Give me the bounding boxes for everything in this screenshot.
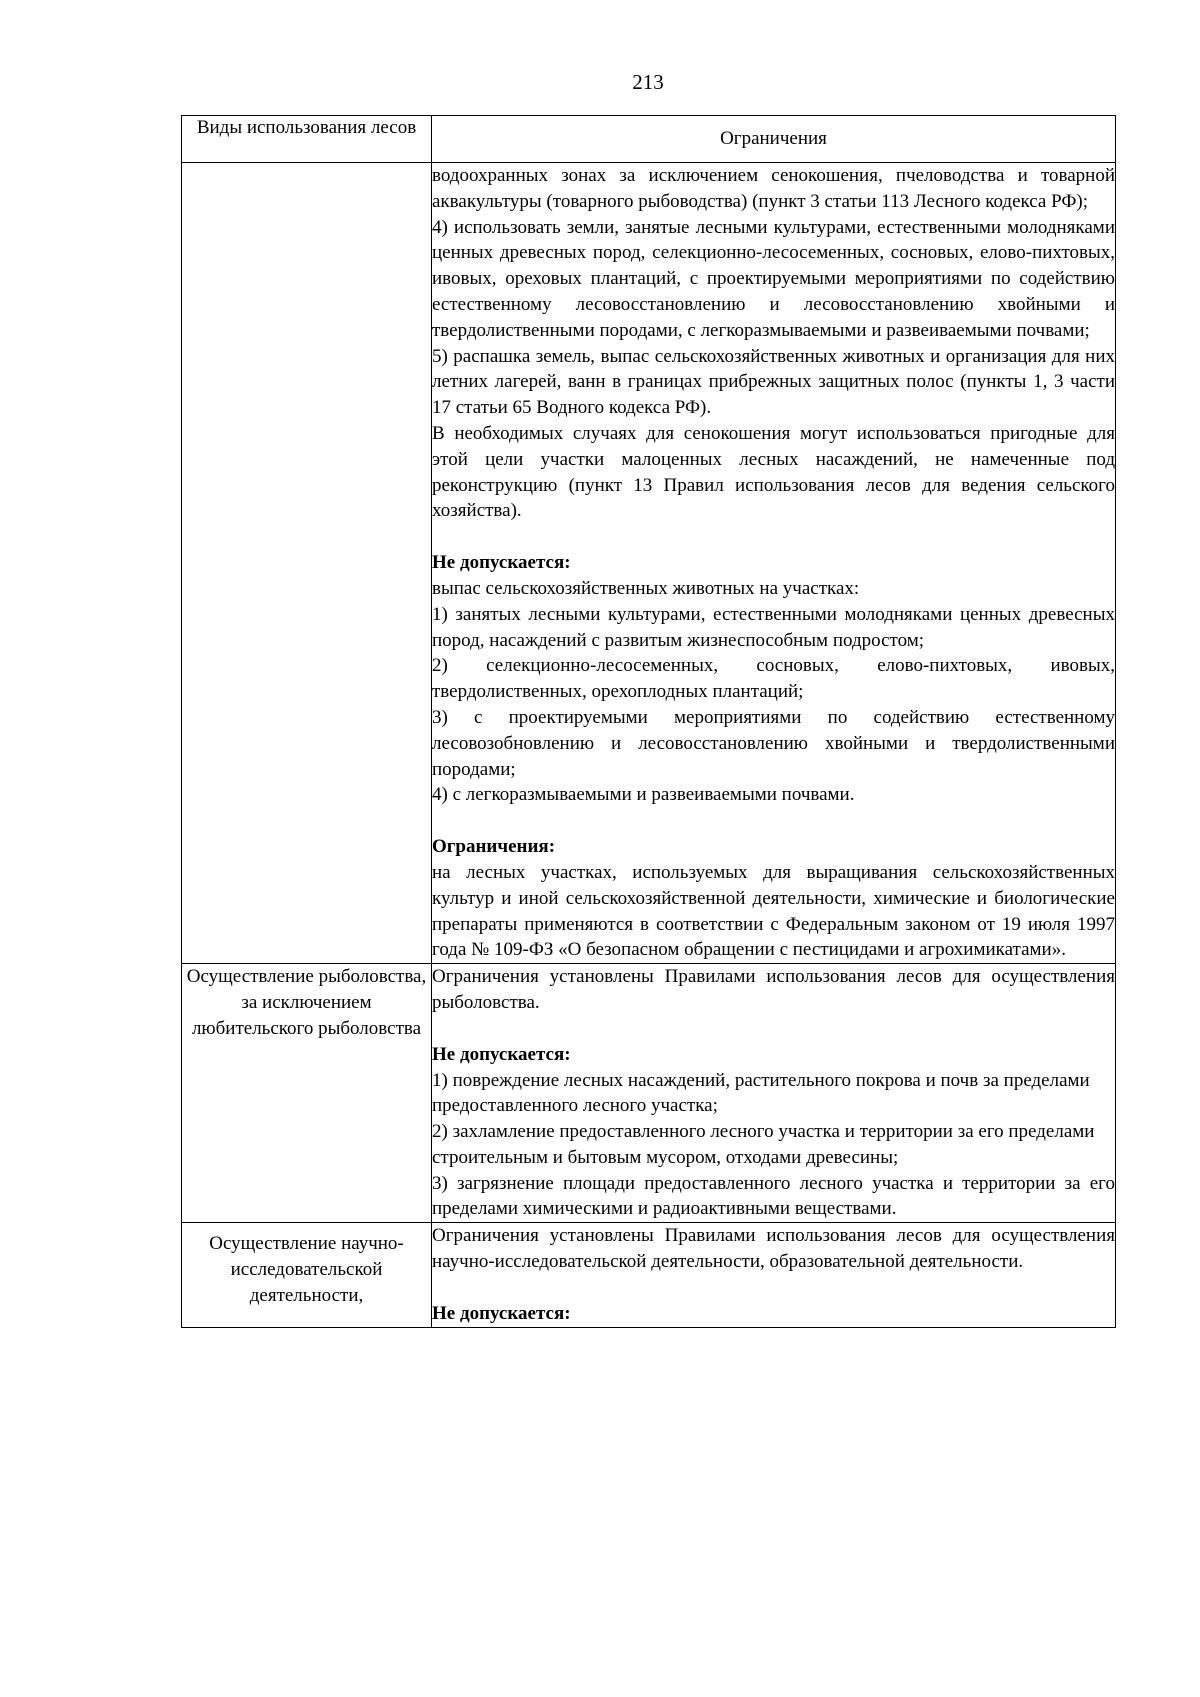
restriction-text: В необходимых случаях для сенокошения могут использоваться пригодные для этой цели участки малоценных лесных насаждений, не намеченные под реконструкцию (пункт 13 Правил использования лесов для ведения сельского хозяйства). [432,422,1115,522]
table-row [182,1223,1116,1327]
restriction-text: 4) с легкоразмываемыми и развеиваемыми почвами. [432,784,855,806]
spacer [432,1275,1115,1301]
restriction-text: 3) загрязнение площади предоставленного лесного участка и территории за его пределами химическими и радиоактивными веществами. [432,1172,1115,1220]
row-kind-text: Осуществление научно-исследовательской деятельности, [209,1233,404,1307]
restriction-text: Ограничения установлены Правилами использования лесов для осуществления научно-исследовательской деятельности, образовательной деятельности. [432,1225,1115,1273]
row-kind-cell [182,964,432,1223]
restriction-text: 1) занятых лесными культурами, естественными молодняками ценных древесных пород, насаждений с развитым жизнеспособным подростом; [432,603,1115,651]
header-forest-use-types: Виды использования лесов [182,116,432,163]
restriction-text: Ограничения установлены Правилами использования лесов для осуществления рыболовства. [432,966,1115,1013]
restriction-text: 4) использовать земли, занятые лесными культурами, естественными молодняками ценных древесных пород, селекционно-лесосеменных, сосновых, елово-пихтовых, ивовых, ореховых плантаций, с проектируемыми мероприятиями по содействию естественному лесовосстановлению и лесовосстановлению хвойными и твердолиственными породами, с легкоразмываемыми и развеиваемыми почвами; [432,216,1115,341]
section-heading: Не допускается: [432,552,571,574]
restriction-text: на лесных участках, используемых для выращивания сельскохозяйственных культур и иной сельскохозяйственной деятельности, химические и биологические препараты применяются в соответствии с Федеральным законом от 19 июля 1997 года № 109-ФЗ «О безопасном обращении с пестицидами и агрохимикатами». [432,861,1115,961]
restriction-text: 3) с проектируемыми мероприятиями по содействию естественному лесовозобновлению и лесовосстановлению хвойными и твердолиственными породами; [432,706,1115,780]
restriction-text: 2) селекционно-лесосеменных, сосновых, елово-пихтовых, ивовых, твердолиственных, орехоплодных плантаций; [432,655,1115,703]
restriction-text: 5) распашка земель, выпас сельскохозяйственных животных и организация для них летних лагерей, ванн в границах прибрежных защитных полос (пункты 1, 3 части 17 статьи 65 Водного кодекса РФ). [432,345,1115,419]
row-kind-text: Осуществление рыболовства, за исключением любительского рыболовства [186,966,427,1040]
restriction-text: 1) повреждение лесных насаждений, растительного покрова и почв за пределами предоставленного лесного участка; [432,1069,1090,1117]
spacer [432,808,1115,834]
section-heading: Ограничения: [432,836,556,858]
row-restrictions-cell [432,1223,1116,1327]
spacer [432,524,1115,550]
restrictions-table [181,115,1116,1328]
spacer [432,1016,1115,1042]
table-row [182,964,1116,1223]
header-restrictions: Ограничения [432,116,1116,163]
restriction-text: выпас сельскохозяйственных животных на участках: [432,577,860,599]
table-row [182,163,1116,964]
section-heading: Не допускается: [432,1043,571,1065]
row-restrictions-cell [432,163,1116,964]
row-kind-cell [182,1223,432,1327]
restriction-text: 2) захламление предоставленного лесного участка и территории за его пределами строительным и бытовым мусором, отходами древесины; [432,1121,1095,1168]
page-number: 213 [632,70,664,94]
table-header-row [182,116,1116,163]
restriction-text: водоохранных зонах за исключением сенокошения, пчеловодства и товарной аквакультуры (товарного рыбоводства) (пункт 3 статьи 113 Лесного кодекса РФ); [432,165,1115,212]
section-heading: Не допускается: [432,1302,571,1324]
row-kind-cell [182,163,432,964]
row-restrictions-cell [432,964,1116,1223]
